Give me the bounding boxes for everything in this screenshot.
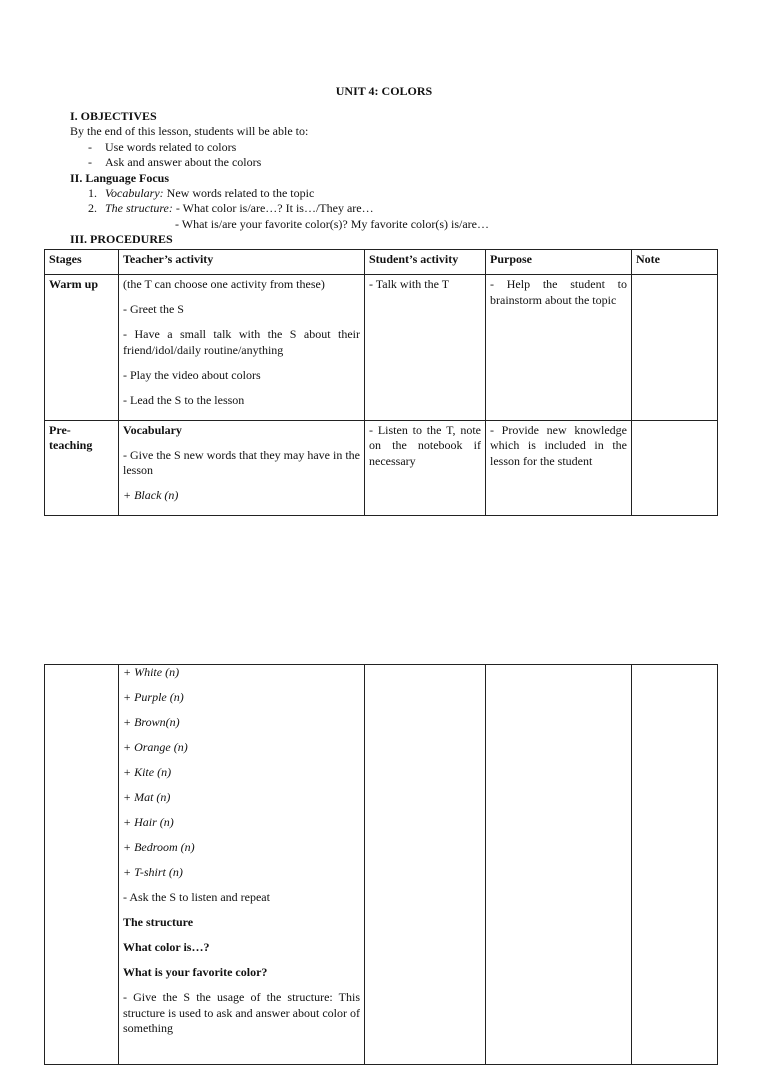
activity-line: - Have a small talk with the S about their friend/idol/daily routine/anything (123, 327, 360, 357)
teacher-activity-cell (119, 420, 365, 516)
activity-line: - Give the S new words that they may have in the lesson (123, 447, 360, 477)
vocab-word: + T-shirt (n) (123, 865, 183, 879)
column-header: Purpose (486, 250, 632, 275)
teacher-activity-cell (119, 665, 365, 1065)
bullet-dash: - (88, 140, 92, 154)
vocab-word: + Brown(n) (123, 715, 180, 729)
procedures-table-continued (44, 664, 718, 1065)
objective-item: Use words related to colors (105, 140, 237, 154)
objectives-heading: I. OBJECTIVES (70, 109, 157, 123)
vocab-word: + Hair (n) (123, 815, 174, 829)
student-activity-cell (365, 665, 486, 1065)
item-label: The structure: (105, 201, 173, 215)
objectives-intro: By the end of this lesson, students will be able to: (70, 124, 309, 138)
student-activity-cell: - Talk with the T (365, 275, 486, 421)
activity-line: - Ask the S to listen and repeat (123, 890, 270, 904)
purpose-cell: - Help the student to brainstorm about the topic (486, 275, 632, 421)
column-header: Note (632, 250, 718, 275)
vocab-word: + Bedroom (n) (123, 840, 195, 854)
column-header: Stages (45, 250, 119, 275)
vocab-word: + Black (n) (123, 488, 179, 502)
table-header-row (45, 250, 718, 275)
language-focus-item (105, 201, 374, 216)
vocab-word: + Kite (n) (123, 765, 172, 779)
column-header: Teacher’s activity (119, 250, 365, 275)
vocab-word: + Mat (n) (123, 790, 171, 804)
activity-line: - Play the video about colors (123, 367, 261, 382)
activity-line: - Lead the S to the lesson (123, 392, 245, 407)
item-text: New words related to the topic (163, 186, 315, 200)
purpose-cell (486, 665, 632, 1065)
vocab-word: + Purple (n) (123, 690, 184, 704)
procedures-table (44, 249, 718, 516)
item-text: - What color is/are…? It is…/They are… (172, 201, 374, 215)
table-row (45, 275, 718, 421)
teacher-activity-cell (119, 275, 365, 421)
activity-line: - Greet the S (123, 302, 184, 316)
structure-continuation: - What is/are your favorite color(s)? My favorite color(s) is/are… (175, 217, 489, 231)
bullet-dash: - (88, 155, 92, 169)
stage-cell: Warm up (45, 275, 119, 421)
section-label: The structure (123, 915, 194, 929)
stage-cell (45, 665, 119, 1065)
vocab-word: + Orange (n) (123, 740, 188, 754)
vocab-word: + White (n) (123, 665, 180, 679)
note-cell (632, 275, 718, 421)
activity-line: - Give the S the usage of the structure: This structure is used to ask and answer about color of something (123, 990, 360, 1035)
list-number: 1. (88, 186, 97, 200)
structure-question: What color is…? (123, 940, 210, 954)
table-row (45, 665, 718, 1065)
note-cell (632, 420, 718, 516)
stage-cell: Pre-teaching (45, 420, 119, 516)
procedures-heading: III. PROCEDURES (70, 232, 173, 246)
language-focus-item (105, 186, 314, 201)
purpose-cell: - Provide new knowledge which is included in the lesson for the student (486, 420, 632, 516)
column-header: Student’s activity (365, 250, 486, 275)
list-number: 2. (88, 201, 97, 215)
note-cell (632, 665, 718, 1065)
item-label: Vocabulary: (105, 186, 164, 200)
activity-line: (the T can choose one activity from these) (123, 277, 325, 291)
structure-question: What is your favorite color? (123, 965, 268, 979)
objective-item: Ask and answer about the colors (105, 155, 262, 169)
table-row (45, 420, 718, 516)
student-activity-cell: - Listen to the T, note on the notebook if necessary (365, 420, 486, 516)
page-title: UNIT 4: COLORS (335, 84, 433, 98)
section-label: Vocabulary (123, 422, 182, 437)
language-focus-heading: II. Language Focus (70, 171, 170, 185)
